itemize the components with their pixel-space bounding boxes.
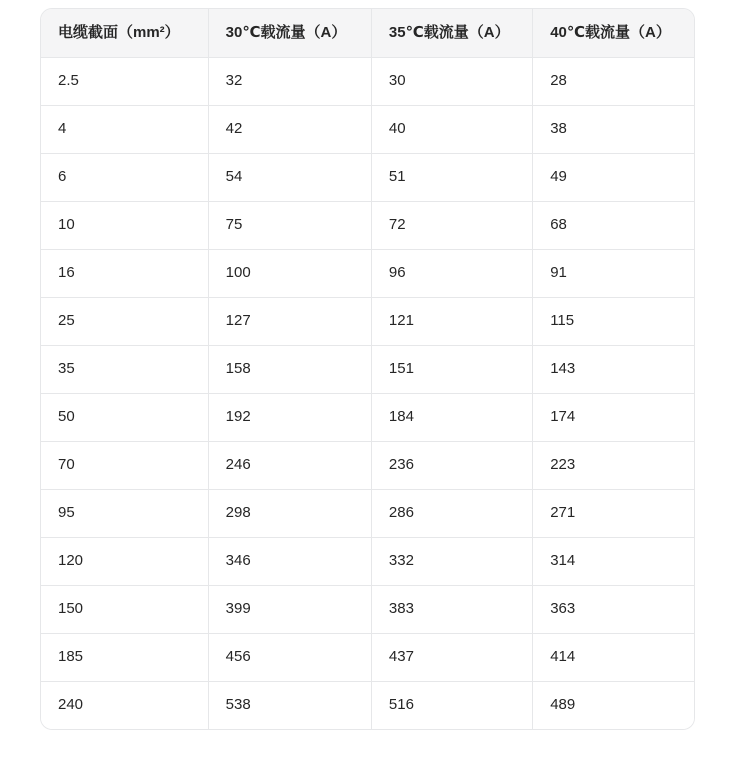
table-cell: 51	[371, 153, 532, 201]
table-cell: 223	[533, 441, 694, 489]
table-cell: 72	[371, 201, 532, 249]
table-cell: 158	[208, 345, 371, 393]
table-cell: 38	[533, 105, 694, 153]
table-cell: 363	[533, 585, 694, 633]
table-cell: 32	[208, 57, 371, 105]
table-cell: 332	[371, 537, 532, 585]
table-cell: 25	[41, 297, 208, 345]
table-cell: 246	[208, 441, 371, 489]
table-row	[41, 57, 694, 105]
table-body	[41, 57, 694, 729]
cable-ampacity-table-card	[40, 8, 695, 730]
table-row	[41, 153, 694, 201]
col-header-cable-section: 电缆截面（mm²）	[41, 9, 208, 57]
table-cell: 42	[208, 105, 371, 153]
table-cell: 151	[371, 345, 532, 393]
table-cell: 143	[533, 345, 694, 393]
table-row	[41, 489, 694, 537]
table-header-row	[41, 9, 694, 57]
table-cell: 40	[371, 105, 532, 153]
table-cell: 516	[371, 681, 532, 729]
table-cell: 127	[208, 297, 371, 345]
table-row	[41, 297, 694, 345]
table-row	[41, 249, 694, 297]
table-cell: 437	[371, 633, 532, 681]
table-cell: 35	[41, 345, 208, 393]
table-cell: 100	[208, 249, 371, 297]
table-cell: 240	[41, 681, 208, 729]
table-cell: 184	[371, 393, 532, 441]
table-cell: 236	[371, 441, 532, 489]
table-row	[41, 633, 694, 681]
table-cell: 91	[533, 249, 694, 297]
table-cell: 271	[533, 489, 694, 537]
table-cell: 121	[371, 297, 532, 345]
table-cell: 49	[533, 153, 694, 201]
table-cell: 70	[41, 441, 208, 489]
table-row	[41, 585, 694, 633]
table-cell: 399	[208, 585, 371, 633]
table-cell: 150	[41, 585, 208, 633]
table-cell: 68	[533, 201, 694, 249]
table-cell: 50	[41, 393, 208, 441]
table-cell: 538	[208, 681, 371, 729]
table-row	[41, 441, 694, 489]
table-cell: 185	[41, 633, 208, 681]
table-cell: 54	[208, 153, 371, 201]
table-row	[41, 681, 694, 729]
table-cell: 489	[533, 681, 694, 729]
table-cell: 30	[371, 57, 532, 105]
table-cell: 414	[533, 633, 694, 681]
table-row	[41, 537, 694, 585]
col-header-35c-ampacity: 35℃载流量（A）	[371, 9, 532, 57]
table-row	[41, 393, 694, 441]
table-cell: 95	[41, 489, 208, 537]
table-cell: 115	[533, 297, 694, 345]
table-cell: 383	[371, 585, 532, 633]
col-header-40c-ampacity: 40℃载流量（A）	[533, 9, 694, 57]
table-cell: 6	[41, 153, 208, 201]
table-row	[41, 345, 694, 393]
table-cell: 10	[41, 201, 208, 249]
table-cell: 4	[41, 105, 208, 153]
table-cell: 28	[533, 57, 694, 105]
table-cell: 286	[371, 489, 532, 537]
table-row	[41, 105, 694, 153]
table-cell: 456	[208, 633, 371, 681]
table-cell: 174	[533, 393, 694, 441]
table-cell: 96	[371, 249, 532, 297]
table-cell: 314	[533, 537, 694, 585]
table-cell: 120	[41, 537, 208, 585]
table-header	[41, 9, 694, 57]
cable-ampacity-table	[41, 9, 694, 729]
table-cell: 298	[208, 489, 371, 537]
table-row	[41, 201, 694, 249]
table-cell: 192	[208, 393, 371, 441]
table-cell: 2.5	[41, 57, 208, 105]
col-header-30c-ampacity: 30℃载流量（A）	[208, 9, 371, 57]
table-cell: 16	[41, 249, 208, 297]
table-cell: 346	[208, 537, 371, 585]
table-cell: 75	[208, 201, 371, 249]
